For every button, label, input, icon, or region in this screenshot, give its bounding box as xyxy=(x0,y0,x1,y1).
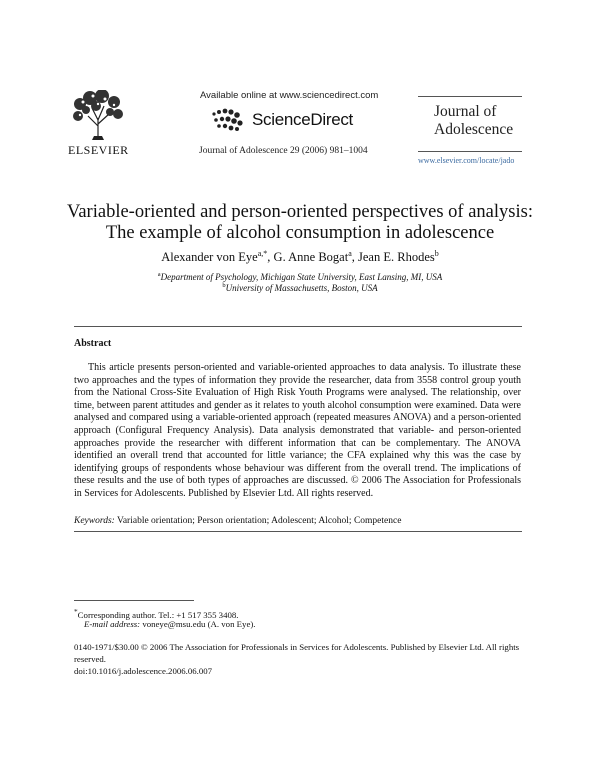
author-affiliation-marker: b xyxy=(434,249,439,258)
affiliation xyxy=(0,271,600,282)
footnote-rule xyxy=(74,600,194,601)
article-title-line1: Variable-oriented and person-oriented perspectives of analysis: xyxy=(67,202,533,222)
issn-copyright-line: 0140-1971/$30.00 © 2006 The Association for Professionals in Services for Adolescents. Published by Elsevier Ltd. All rights reserved. xyxy=(74,642,520,664)
author-separator: , xyxy=(351,250,359,265)
affiliation-text: University of Massachusetts, Boston, USA xyxy=(225,283,378,293)
author-affiliation-marker: a,* xyxy=(257,249,268,258)
journal-box-top-rule xyxy=(418,96,522,97)
journal-box-bottom-rule xyxy=(418,151,522,152)
abstract-heading: Abstract xyxy=(74,338,112,349)
affiliation-text: Department of Psychology, Michigan State University, East Lansing, MI, USA xyxy=(160,272,443,282)
author-list xyxy=(0,249,600,265)
email-label: E-mail address: xyxy=(84,619,141,629)
publisher-name: ELSEVIER xyxy=(68,143,129,157)
author-name: Jean E. Rhodes xyxy=(358,250,435,265)
keywords-list: Variable orientation; Person orientation; Adolescent; Alcohol; Competence xyxy=(117,516,402,526)
article-title xyxy=(0,202,600,244)
author-name: Alexander von Eye xyxy=(161,250,258,265)
doi-link[interactable]: doi:10.1016/j.adolescence.2006.06.007 xyxy=(74,666,213,676)
journal-url-link[interactable]: www.elsevier.com/locate/jado xyxy=(418,156,515,165)
sciencedirect-logo xyxy=(210,108,353,132)
affiliation-marker: b xyxy=(222,282,226,289)
author-name: G. Anne Bogat xyxy=(273,250,349,265)
author-email-link[interactable]: voneye@msu.edu (A. von Eye). xyxy=(142,619,256,629)
email-footnote xyxy=(84,619,255,629)
abstract-body xyxy=(74,362,521,501)
author-separator: , xyxy=(267,250,274,265)
author-affiliation-marker: a xyxy=(348,249,352,258)
elsevier-tree-logo xyxy=(68,90,128,142)
available-online-text: Available online at www.sciencedirect.com xyxy=(200,90,379,101)
journal-citation: Journal of Adolescence 29 (2006) 981–1004 xyxy=(199,146,368,156)
footnote-marker: * xyxy=(74,607,78,616)
sciencedirect-dots-icon xyxy=(210,108,244,132)
sciencedirect-wordmark: ScienceDirect xyxy=(252,110,353,129)
copyright-notice: © 2006 The Association for Professionals in Services for Adolescents. Published by Elsevier Ltd. All rights reserved. xyxy=(74,475,522,499)
keywords-line xyxy=(74,516,401,526)
abstract-text: This article presents person-oriented and variable-oriented approaches to data analysis. To illustrate these two approaches and the types of information they provide the researcher, data from 3558 control group youth from the National Cross-Site Evaluation of High Risk Youth Programs were analysed. The relationship, over time, between parent attitudes and gender as it relates to youth alcohol consumption were examined. Data were analysed and compared using a variable-oriented approach (repeated measures ANOVA) and a person-oriented approach (Configural Frequency Analysis). Data analysis demonstrated that variable- and person-oriented approaches provide the researcher with different information that can be complementary. The ANOVA identified an overall trend that accounted for little variance; the CFA explained why this was the case by identifying groups of respondents whose behaviour was different from the overall trend. The implications of these results and the use of both types of approaches are discussed. xyxy=(74,362,521,487)
keywords-bottom-rule xyxy=(74,531,522,532)
journal-title-line1: Journal of xyxy=(434,103,497,120)
affiliation xyxy=(0,282,600,293)
affiliation-marker: a xyxy=(157,271,161,278)
corresponding-author-text: Corresponding author. Tel.: +1 517 355 3408. xyxy=(77,609,239,620)
journal-title-line2: Adolescence xyxy=(434,121,514,138)
keywords-label: Keywords: xyxy=(74,516,115,526)
abstract-top-rule xyxy=(74,326,522,327)
journal-title xyxy=(434,103,554,139)
article-title-line2: The example of alcohol consumption in adolescence xyxy=(105,223,495,243)
